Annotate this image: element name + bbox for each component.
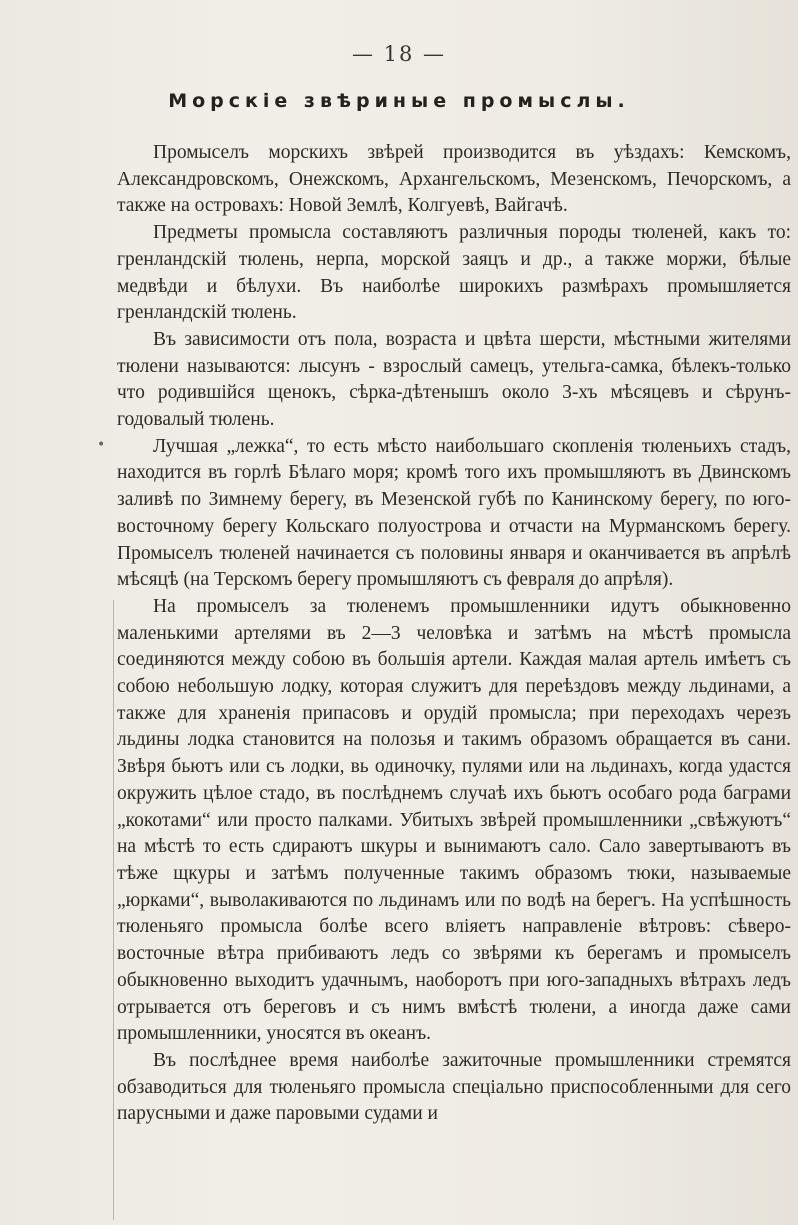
paragraph: Въ зависимости отъ пола, возраста и цвѣта шерсти, мѣстными жителями тюлени называются: лысунъ - взрослый самецъ, утельга-самка, бѣлекъ-только что родившійся щенокъ, сѣрка-дѣтенышъ около 3-хъ мѣсяцевъ и сѣрунъ-годовалый тюлень.	[117, 328, 791, 431]
margin-mark: •	[97, 437, 106, 453]
paragraph: Предметы промысла составляютъ различныя породы тюленей, какъ то: гренландскій тюлень, нерпа, морской заяцъ и др., а также моржи, бѣлые медвѣди и бѣлухи. Въ наиболѣе широкихъ размѣрахъ промышляется гренландскій тюлень.	[117, 222, 791, 324]
paragraph: Лучшая „лежка“, то есть мѣсто наибольшаго скопленія тюленьихъ стадъ, находится въ горлѣ Бѣлаго моря; кромѣ того ихъ промышляютъ въ Двинскомъ заливѣ по Зимнему берегу, въ Мезенской губѣ по Канинскому берегу, по юго-восточному берегу Кольскаго полуострова и отчасти на Мурманскомъ берегу. Промыселъ тюленей начинается съ половины января и оканчивается въ апрѣлѣ мѣсяцѣ (на Терскомъ берегу промышляютъ съ февраля до апрѣля).	[117, 435, 791, 591]
paragraph: Въ послѣднее время наиболѣе зажиточные промышленники стремятся обзаводиться для тюленьяго промысла спеціально приспособленными для сего парусными и даже паровыми судами и	[117, 1049, 791, 1125]
paragraph: На промыселъ за тюленемъ промышленники идутъ обыкновенно маленькими артелями въ 2—3 человѣка и затѣмъ на мѣстѣ промысла соединяются между собою въ большія артели. Каждая малая артель имѣетъ съ собою небольшую лодку, которая служитъ для переѣздовъ между льдинами, а также для храненія припасовъ и орудій промысла; при переходахъ черезъ льдины лодка становится на полозья и такимъ образомъ обращается въ сани. Звѣря бьютъ или съ лодки, вь одиночку, пулями или на льдинахъ, когда удастся окружить цѣлое стадо, въ послѣднемъ случаѣ ихъ бьютъ особаго рода баграми „кокотами“ или просто палками. Убитыхъ звѣрей промышленники „свѣжуютъ“ на мѣстѣ то есть сдираютъ шкуры и вынимаютъ сало. Сало завертываютъ въ тѣже щкуры и затѣмъ полученные такимъ образомъ тюки, называемые „юрками“, выволакиваются по льдинамъ или по водѣ на берегъ. На успѣшность тюленьяго промысла болѣе всего вліяетъ направленіе вѣтровъ: сѣверо-восточные вѣтра прибиваютъ ледъ со звѣрями къ берегамъ и промыселъ обыкновенно выходитъ удачнымъ, наоборотъ при юго-западныхъ вѣтрахъ ледъ отрывается отъ береговъ и съ нимъ вмѣстѣ тюлени, а иногда даже сами промышленники, уносятся въ океанъ.	[117, 595, 791, 1045]
paragraph: Промыселъ морскихъ звѣрей производится въ уѣздахъ: Кемскомъ, Александровскомъ, Онежскомъ, Архангельскомъ, Мезенскомъ, Печорскомъ, а также на островахъ: Новой Землѣ, Колгуевѣ, Вайгачѣ.	[117, 142, 791, 217]
margin-line	[113, 600, 114, 1220]
page-number: — 18 —	[351, 42, 447, 66]
section-heading: Морскіе звѣриные промыслы.	[168, 90, 630, 112]
body-text	[117, 140, 791, 1128]
